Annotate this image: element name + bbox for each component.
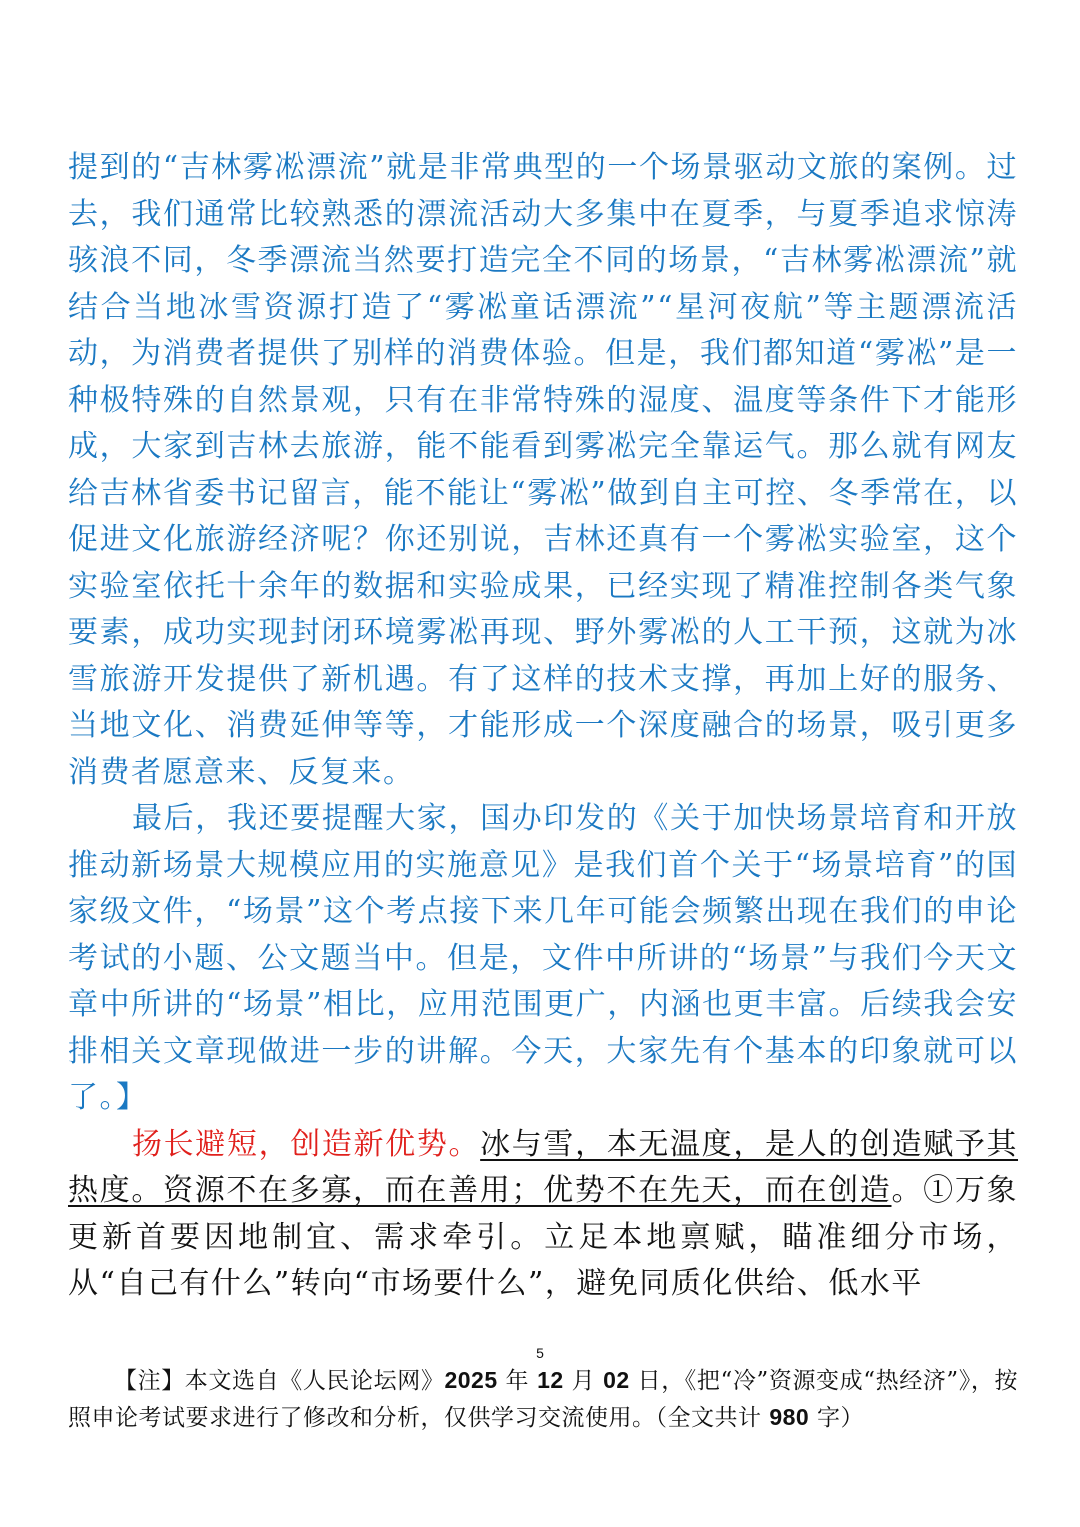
blue-paragraph-case-study: 提到的“吉林雾凇漂流”就是非常典型的一个场景驱动文旅的案例。过去，我们通常比较熟悉的漂流活动大多集中在夏季，与夏季追求惊涛骇浪不同，冬季漂流当然要打造完全不同的场景，“吉林雾凇漂流”就结合当地冰雪资源打造了“雾凇童话漂流”“星河夜航”等主题漂流活动，为消费者提供了别样的消费体验。但是，我们都知道“雾凇”是一种极特殊的自然景观，只有在非常特殊的湿度、温度等条件下才能形成，大家到吉林去旅游，能不能看到雾凇完全靠运气。那么就有网友给吉林省委书记留言，能不能让“雾凇”做到自主可控、冬季常在，以促进文化旅游经济呢？你还别说，吉林还真有一个雾凇实验室，这个实验室依托十余年的数据和实验成果，已经实现了精准控制各类气象要素，成功实现封闭环境雾凇再现、野外雾凇的人工干预，这就为冰雪旅游开发提供了新机遇。有了这样的技术支撑，再加上好的服务、当地文化、消费延伸等等，才能形成一个深度融合的场景，吸引更多消费者愿意来、反复来。 (68, 150, 1018, 790)
underlined-key-sentence: 冰与雪，本无温度，是人的创造赋予其热度。资源不在多寡，而在善用；优势不在先天，而在创造 (68, 1126, 1019, 1208)
footnote-prefix: 【注】本文选自《人民论坛网》 (114, 1368, 445, 1394)
blue-paragraph-reminder: 最后，我还要提醒大家，国办印发的《关于加快场景培育和开放推动新场景大规模应用的实施意见》是我们首个关于“场景培育”的国家级文件，“场景”这个考点接下来几年可能会频繁出现在我们的申论考试的小题、公文题当中。但是，文件中所讲的“场景”与我们今天文章中所讲的“场景”相比，应用范围更广，内涵也更丰富。后续我会安排相关文章现做进一步的讲解。今天，大家先有个基本的印象就可以了。】 (68, 801, 1018, 1115)
footnote-month-suffix: 月 (563, 1368, 604, 1394)
footnote-suffix: 字） (809, 1405, 864, 1431)
section-heading: 扬长避短，创造新优势。 (132, 1126, 481, 1162)
black-paragraph-main (68, 1122, 1018, 1308)
footnote-day: 02 (603, 1367, 630, 1393)
footnote-year-suffix: 年 (497, 1368, 538, 1394)
footnote-word-count: 980 (769, 1404, 810, 1430)
footnote-year: 2025 (444, 1367, 498, 1393)
footnote-month: 12 (537, 1367, 564, 1393)
paragraph-continuation: 。①万象更新首要因地制宜、需求牵引。立足本地禀赋，瞄准细分市场，从“自己有什么”转向“市场要什么”，避免同质化供给、低水平 (68, 1173, 1019, 1301)
page-number: 5 (536, 1345, 544, 1361)
footnote (68, 1362, 1018, 1436)
footnote-middle: 日，《把“冷”资源变成“热经济”》，按照申论考试要求进行了修改和分析，仅供学习交流使用。（全文共计 (68, 1368, 1018, 1431)
article-body (68, 145, 1018, 1308)
